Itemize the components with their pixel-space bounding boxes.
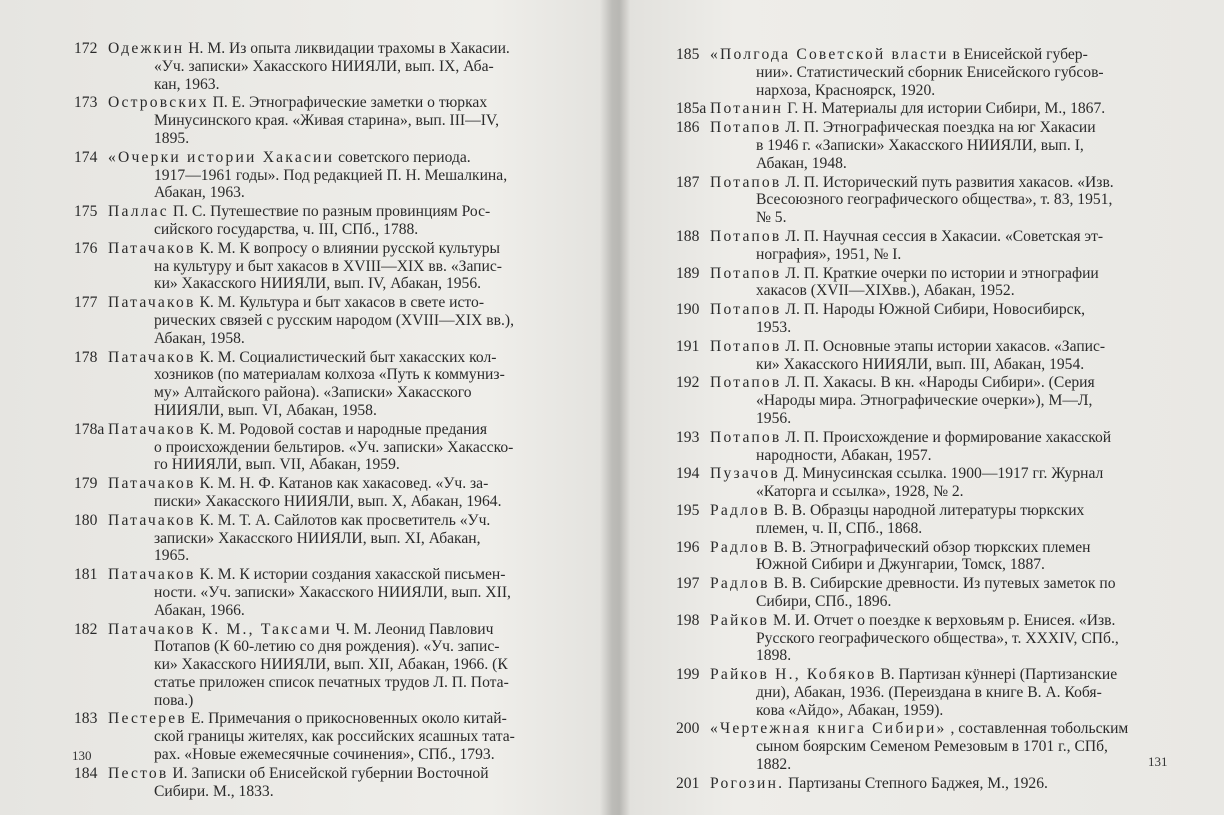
bibliography-list-left (74, 40, 566, 801)
bibliography-entry (676, 100, 1176, 118)
entry-number: 176 (74, 239, 98, 257)
entry-line: 1956. (756, 409, 792, 427)
entry-first-line (108, 765, 566, 783)
entry-line: К. М. К истории создания хакасской письмен- (199, 566, 506, 584)
entry-author: Пестов (108, 764, 169, 782)
entry-number: 191 (676, 337, 700, 355)
entry-line: народности, Абакан, 1957. (756, 446, 932, 464)
entry-line: в Енисейской губер- (952, 46, 1088, 63)
entry-number: 195 (676, 501, 700, 519)
entry-line: № 5. (756, 209, 787, 227)
entry-line: В. Партизан кӱннерi (Партизанские (880, 666, 1118, 684)
entry-line: ки» Хакасского НИИЯЛИ, вып. XII, Абакан, 1966. (К (154, 656, 508, 674)
entry-number: 186 (676, 119, 700, 137)
entry-line: Сибири, СПб., 1896. (756, 592, 892, 610)
entry-number: 193 (676, 428, 700, 446)
entry-author: Радлов (710, 575, 770, 593)
entry-first-line (108, 475, 566, 493)
entry-number: 185 (676, 46, 700, 63)
entry-number: 201 (676, 774, 700, 792)
bibliography-entry (676, 539, 1176, 575)
entry-line: НИИЯЛИ, вып. VI, Абакан, 1958. (154, 401, 377, 419)
entry-line: хакасов (XVII—XIXвв.), Абакан, 1952. (756, 282, 1015, 300)
entry-line: рических связей с русским народом (XVIII—XIX вв.), (154, 311, 514, 329)
bibliography-entry (676, 301, 1176, 337)
entry-number: 194 (676, 465, 700, 483)
entry-author: Потапов (710, 173, 782, 191)
bibliography-entry (676, 502, 1176, 538)
entry-first-line (108, 566, 566, 584)
entry-author: Радлов (710, 501, 770, 519)
entry-first-line (710, 228, 1176, 246)
entry-author: Потапов (710, 264, 782, 282)
bibliography-entry (74, 94, 566, 147)
entry-line: Ч. М. Леонид Павлович (335, 620, 494, 638)
entry-author: Райков Н., Кобяков (710, 666, 877, 684)
bibliography-entry (676, 775, 1176, 793)
bibliography-entry (74, 475, 566, 511)
entry-line: Л. П. Народы Южной Сибири, Новосибирск, (785, 301, 1086, 319)
entry-line: Л. П. Основные этапы истории хакасов. «Запис- (785, 337, 1106, 355)
entry-author: Пузачов (710, 465, 780, 483)
entry-number: 189 (676, 264, 700, 282)
entry-line: Л. П. Научная сессия в Хакасии. «Советская эт- (785, 227, 1104, 245)
entry-line: кан, 1963. (154, 75, 220, 93)
entry-author: Потапов (710, 301, 782, 319)
entry-first-line (710, 575, 1176, 593)
entry-number: 197 (676, 575, 700, 593)
entry-line: дни), Абакан, 1936. (Переиздана в книге В. А. Кобя- (756, 683, 1102, 701)
entry-line: Е. Примечания о прикосновенных около китай- (190, 710, 507, 728)
entry-line: му» Алтайского района). «Записки» Хакасского (154, 384, 472, 402)
entry-first-line (108, 203, 566, 221)
entry-line: 1965. (154, 547, 190, 565)
entry-first-line (108, 294, 566, 312)
entry-line: В. В. Образцы народной литературы тюркских (773, 501, 1085, 519)
entry-number: 172 (74, 40, 98, 57)
entry-number: 173 (74, 94, 98, 112)
entry-line: К. М. Т. А. Сайлотов как просветитель «Уч. (199, 511, 491, 529)
entry-number: 182 (74, 620, 98, 638)
entry-first-line (108, 240, 566, 258)
bibliography-entry (676, 429, 1176, 465)
entry-line: сыном боярским Семеном Ремезовым в 1701 г., СПб, (756, 738, 1108, 756)
entry-first-line (108, 512, 566, 530)
bibliography-entry (676, 575, 1176, 611)
entry-first-line (710, 502, 1176, 520)
entry-author: Пестерев (108, 710, 187, 728)
entry-author: Потапов (710, 428, 782, 446)
entry-line: К. М. К вопросу о влиянии русской культуры (199, 239, 501, 257)
entry-line: 1898. (756, 647, 792, 665)
entry-line: «Уч. записки» Хакасского НИИЯЛИ, вып. IX, Аба- (154, 57, 494, 75)
entry-line: Л. П. Происхождение и формирование хакасской (785, 428, 1112, 446)
bibliography-entry (676, 465, 1176, 501)
entry-first-line (710, 374, 1176, 392)
entry-line: П. С. Путешествие по разным провинциям Рос- (172, 203, 491, 221)
bibliography-entry (74, 203, 566, 239)
page-number-left: 130 (72, 748, 92, 763)
page-number-right: 131 (1148, 754, 1168, 769)
entry-number: 198 (676, 611, 700, 629)
entry-line: нархоза, Красноярск, 1920. (756, 81, 936, 99)
entry-line: статье приложен список печатных трудов Л. П. Пота- (154, 673, 509, 691)
entry-line: в 1946 г. «Записки» Хакасского НИИЯЛИ, вып. I, (756, 136, 1084, 154)
entry-first-line (108, 421, 566, 439)
entry-number: 183 (74, 710, 98, 728)
entry-line: Л. П. Краткие очерки по истории и этнографии (785, 264, 1099, 282)
entry-line: «Каторга и ссылка», 1928, № 2. (756, 483, 964, 501)
entry-number: 196 (676, 538, 700, 556)
bibliography-entry (74, 566, 566, 619)
entry-line: 1895. (154, 129, 190, 147)
entry-first-line (108, 621, 566, 639)
bibliography-entry (676, 174, 1176, 227)
bibliography-entry (74, 40, 566, 93)
entry-line: Партизаны Степного Баджея, М., 1926. (788, 774, 1048, 792)
entry-author: Патачаков (108, 475, 196, 493)
bibliography-entry (74, 294, 566, 347)
entry-line: К. М. Н. Ф. Катанов как хакасовед. «Уч. за- (199, 475, 489, 493)
entry-line: советского периода. (338, 148, 471, 166)
entry-author: Патачаков (108, 420, 196, 438)
entry-first-line (710, 338, 1176, 356)
entry-line: Южной Сибири и Джунгарии, Томск, 1887. (756, 556, 1045, 574)
entry-line: рах. «Новые ежемесячные сочинения», СПб., 1793. (154, 746, 495, 764)
entry-first-line (710, 119, 1176, 137)
bibliography-entry (74, 240, 566, 293)
entry-line: 1953. (756, 318, 792, 336)
entry-author: Потапов (710, 337, 782, 355)
entry-author: Паллас (108, 203, 169, 221)
entry-line: Л. П. Этнографическая поездка на юг Хакасии (785, 119, 1096, 137)
entry-line: Русского географического общества», т. XXXIV, СПб., (756, 629, 1119, 647)
entry-line: ки» Хакасского НИИЯЛИ, вып. IV, Абакан, 1956. (154, 275, 482, 293)
entry-line: Абакан, 1958. (154, 329, 245, 347)
entry-number: 187 (676, 173, 700, 191)
entry-line: Абакан, 1966. (154, 601, 245, 619)
entry-number: 200 (676, 720, 700, 738)
entry-author: Патачаков (108, 511, 196, 529)
entry-line: Минусинского края. «Живая старина», вып. III—IV, (154, 112, 500, 130)
entry-first-line (710, 174, 1176, 192)
entry-number: 188 (676, 227, 700, 245)
entry-line: Потапов (К 60-летию со дня рождения). «Уч. запис- (154, 638, 500, 656)
entry-author: Одежкин (108, 40, 185, 57)
bibliography-entry (74, 621, 566, 710)
entry-line: И. Записки об Енисейской губернии Восточной (172, 764, 489, 782)
entry-line: 1882. (756, 756, 792, 774)
entry-line: нография», 1951, № I. (756, 245, 902, 263)
entry-first-line (710, 429, 1176, 447)
entry-number: 190 (676, 301, 700, 319)
entry-first-line (710, 265, 1176, 283)
bibliography-entry (676, 228, 1176, 264)
entry-line: 1917—1961 годы». Под редакцией П. Н. Мешалкина, (154, 166, 508, 184)
entry-first-line (108, 40, 566, 58)
entry-line: М. И. Отчет о поездке к верховьям р. Енисея. «Изв. (773, 611, 1116, 629)
entry-line: Г. Н. Материалы для истории Сибири, М., 1867. (787, 100, 1106, 118)
entry-line: Н. М. Из опыта ликвидации трахомы в Хакасии. (188, 40, 510, 57)
bibliography-entry (676, 720, 1176, 773)
entry-author: Потапов (710, 227, 782, 245)
entry-number: 199 (676, 666, 700, 684)
entry-line: го НИИЯЛИ, вып. VII, Абакан, 1959. (154, 456, 400, 474)
entry-line: К. М. Культура и быт хакасов в свете исто- (199, 294, 485, 312)
entry-author: Потапов (710, 119, 782, 137)
entry-author: Райков (710, 611, 770, 629)
bibliography-entry (74, 349, 566, 420)
bibliography-entry (74, 149, 566, 202)
entry-number: 178а (74, 420, 105, 438)
entry-line: «Народы мира. Этнографические очерки»), М—Л, (756, 392, 1093, 410)
entry-line: сийского государства, ч. III, СПб., 1788. (154, 220, 419, 238)
entry-line: Всесоюзного географического общества», т. 83, 1951, (756, 191, 1113, 209)
entry-line: кова «Айдо», Абакан, 1959). (756, 701, 944, 719)
entry-first-line (710, 100, 1176, 118)
entry-line: ской границы жителях, как российских ясашных тата- (154, 728, 515, 746)
entry-line: ности. «Уч. записки» Хакасского НИИЯЛИ, вып. XII, (154, 583, 511, 601)
entry-line: К. М. Родовой состав и народные предания (199, 420, 488, 438)
entry-line: писки» Хакасского НИИЯЛИ, вып. X, Абакан, 1964. (154, 492, 502, 510)
entry-author: «Очерки истории Хакасии (108, 148, 335, 166)
entry-first-line (710, 720, 1176, 738)
entry-line: хозников (по материалам колхоза «Путь к коммуниз- (154, 366, 505, 384)
bibliography-entry (74, 421, 566, 474)
entry-author: Патачаков К. М., Таксами (108, 620, 332, 638)
entry-line: Л. П. Исторический путь развития хакасов. «Изв. (785, 173, 1114, 191)
entry-first-line (710, 465, 1176, 483)
bibliography-entry (676, 612, 1176, 665)
bibliography-entry (676, 666, 1176, 719)
entry-line: ки» Хакасского НИИЯЛИ, вып. III, Абакан, 1954. (756, 355, 1085, 373)
entry-number: 180 (74, 511, 98, 529)
entry-number: 185а (676, 100, 707, 118)
entry-number: 179 (74, 475, 98, 493)
bibliography-entry (676, 119, 1176, 172)
entry-line: , составленная тобольским (950, 720, 1129, 738)
entry-first-line (710, 775, 1176, 793)
entry-number: 178 (74, 348, 98, 366)
entry-author: Потанин (710, 100, 784, 118)
bibliography-entry (74, 710, 566, 763)
entry-line: племен, ч. II, СПб., 1868. (756, 519, 923, 537)
entry-line: записки» Хакасского НИИЯЛИ, вып. XI, Абакан, (154, 529, 481, 547)
entry-author: «Чертежная книга Сибири» (710, 720, 947, 738)
entry-number: 184 (74, 764, 98, 782)
entry-author: Островских (108, 94, 209, 112)
entry-line: К. М. Социалистический быт хакасских кол- (199, 348, 497, 366)
entry-line: Сибири. М., 1833. (154, 782, 274, 800)
entry-line: пова.) (154, 691, 194, 709)
entry-author: «Полгода Советской власти (710, 46, 949, 63)
entry-line: Д. Минусинская ссылка. 1900—1917 гг. Журнал (783, 465, 1104, 483)
entry-author: Патачаков (108, 294, 196, 312)
entry-first-line (710, 301, 1176, 319)
entry-number: 175 (74, 203, 98, 221)
entry-author: Патачаков (108, 239, 196, 257)
bibliography-entry (676, 46, 1176, 99)
bibliography-entry (74, 765, 566, 801)
bibliography-entry (74, 512, 566, 565)
entry-first-line (108, 94, 566, 112)
entry-line: Л. П. Хакасы. В кн. «Народы Сибири». (Серия (785, 374, 1095, 392)
entry-first-line (710, 46, 1176, 64)
entry-first-line (710, 666, 1176, 684)
entry-author: Радлов (710, 538, 770, 556)
entry-line: П. Е. Этнографические заметки о тюрках (212, 94, 488, 112)
bibliography-entry (676, 265, 1176, 301)
entry-first-line (108, 710, 566, 728)
entry-first-line (108, 349, 566, 367)
entry-line: нии». Статистический сборник Енисейского губсов- (756, 63, 1104, 81)
entry-number: 181 (74, 566, 98, 584)
right-page (616, 0, 1224, 815)
entry-first-line (710, 612, 1176, 630)
bibliography-entry (676, 374, 1176, 427)
entry-author: Рогозин. (710, 774, 785, 792)
entry-line: В. В. Этнографический обзор тюркских племен (773, 538, 1091, 556)
entry-line: Абакан, 1948. (756, 154, 847, 172)
entry-author: Патачаков (108, 566, 196, 584)
entry-number: 174 (74, 148, 98, 166)
bibliography-entry (676, 338, 1176, 374)
entry-line: о происхождении бельтиров. «Уч. записки» Хакасско- (154, 438, 514, 456)
entry-author: Патачаков (108, 348, 196, 366)
entry-first-line (710, 539, 1176, 557)
entry-line: В. В. Сибирские древности. Из путевых заметок по (773, 575, 1116, 593)
entry-first-line (108, 149, 566, 167)
entry-line: на культуру и быт хакасов в XVIII—XIX вв. «Запис- (154, 257, 502, 275)
entry-number: 192 (676, 374, 700, 392)
entry-author: Потапов (710, 374, 782, 392)
bibliography-list-right (676, 46, 1176, 794)
entry-number: 177 (74, 294, 98, 312)
entry-line: Абакан, 1963. (154, 184, 245, 202)
